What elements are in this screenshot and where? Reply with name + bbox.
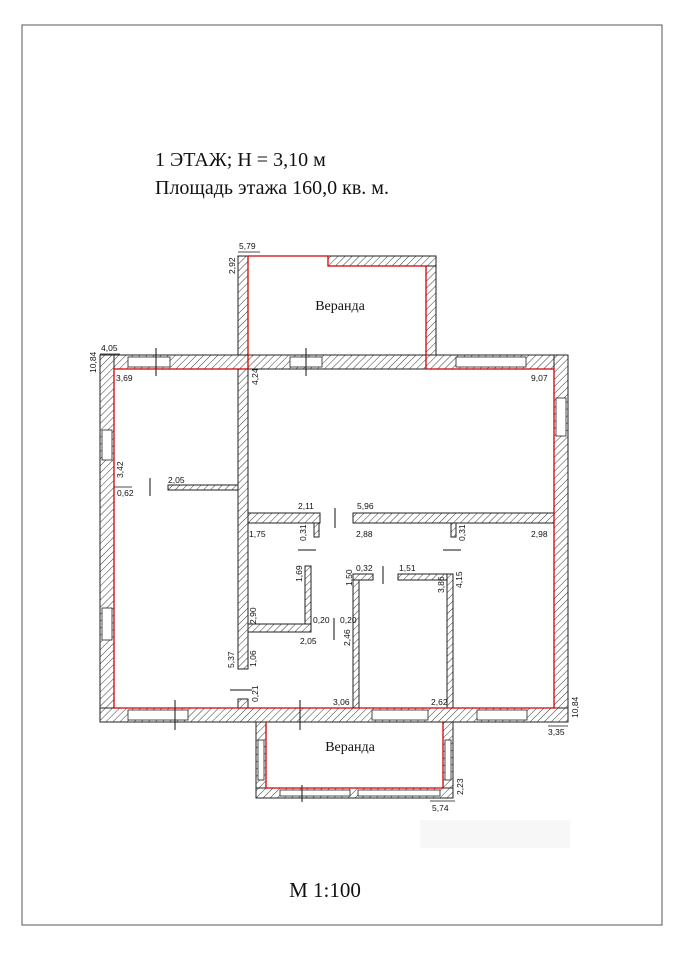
dim-label: 4,15 <box>454 571 464 588</box>
wall <box>353 574 373 580</box>
dim-label: 3,69 <box>116 373 133 383</box>
dim-label: 0,20 <box>340 615 357 625</box>
dim-label: 2,46 <box>342 629 352 646</box>
wall <box>353 574 359 708</box>
dim-label: 3,86 <box>436 576 446 593</box>
floor-area: Площадь этажа 160,0 кв. м. <box>155 177 389 199</box>
dim-label: 5,37 <box>226 651 236 668</box>
dim-label: 2,23 <box>455 778 465 795</box>
dim-label: 3,42 <box>115 461 125 478</box>
window <box>556 398 566 436</box>
dim-label: 3,06 <box>333 697 350 707</box>
scale-label: М 1:100 <box>289 878 361 902</box>
dim-label: 0,21 <box>250 685 260 702</box>
wall <box>447 574 453 708</box>
window <box>456 357 526 367</box>
window <box>128 710 188 720</box>
dim-label: 10,84 <box>88 351 98 373</box>
dim-label: 1,06 <box>248 650 258 667</box>
dim-label: 9,07 <box>531 373 548 383</box>
dim-label: 2,92 <box>227 257 237 274</box>
wall <box>328 256 436 266</box>
dim-label: 3,35 <box>548 727 565 737</box>
wall <box>238 699 248 708</box>
window <box>372 710 428 720</box>
dim-label: 2,88 <box>356 529 373 539</box>
dim-label: 2,05 <box>168 475 185 485</box>
window <box>128 357 170 367</box>
dim-label: 2,62 <box>431 697 448 707</box>
dimension-labels <box>88 241 580 813</box>
wall <box>353 513 554 523</box>
dim-label: 4,24 <box>250 368 260 385</box>
window <box>445 740 451 780</box>
dim-label: 5,79 <box>239 241 256 251</box>
window <box>102 608 112 640</box>
dim-label: 0,20 <box>313 615 330 625</box>
dim-label: 0,31 <box>457 524 467 541</box>
wall <box>305 566 311 628</box>
dim-label: 2,11 <box>298 501 314 511</box>
room-label-veranda-bottom: Веранда <box>325 740 375 755</box>
dim-label: 0,31 <box>298 524 308 541</box>
window <box>102 430 112 460</box>
dim-label: 1,50 <box>344 569 354 586</box>
room-label-veranda-top: Веранда <box>315 299 365 314</box>
wall <box>238 256 248 355</box>
windows <box>102 357 566 796</box>
dim-label: 10,84 <box>570 696 580 718</box>
dim-label: 5,96 <box>357 501 374 511</box>
dim-label: 0,62 <box>117 488 134 498</box>
wall <box>248 513 320 523</box>
wall <box>426 256 436 355</box>
window <box>280 790 350 796</box>
wall <box>248 624 311 632</box>
dim-label: 1,75 <box>249 529 266 539</box>
window <box>258 740 264 780</box>
dim-label: 1,51 <box>399 563 416 573</box>
wall <box>451 523 456 537</box>
wall <box>314 523 319 537</box>
wall <box>100 355 114 722</box>
wall <box>238 369 248 669</box>
dim-label: 2,05 <box>300 636 317 646</box>
dim-label: 2,90 <box>248 607 258 624</box>
dim-label: 4,05 <box>101 343 118 353</box>
wall <box>168 485 238 490</box>
dim-label: 2,98 <box>531 529 548 539</box>
watermark-mark <box>420 820 570 848</box>
window <box>477 710 527 720</box>
floor-title: 1 ЭТАЖ; H = 3,10 м <box>155 149 326 171</box>
dim-label: 5,74 <box>432 803 449 813</box>
dim-label: 0,32 <box>356 563 373 573</box>
window <box>358 790 440 796</box>
dim-label: 1,69 <box>294 565 304 582</box>
